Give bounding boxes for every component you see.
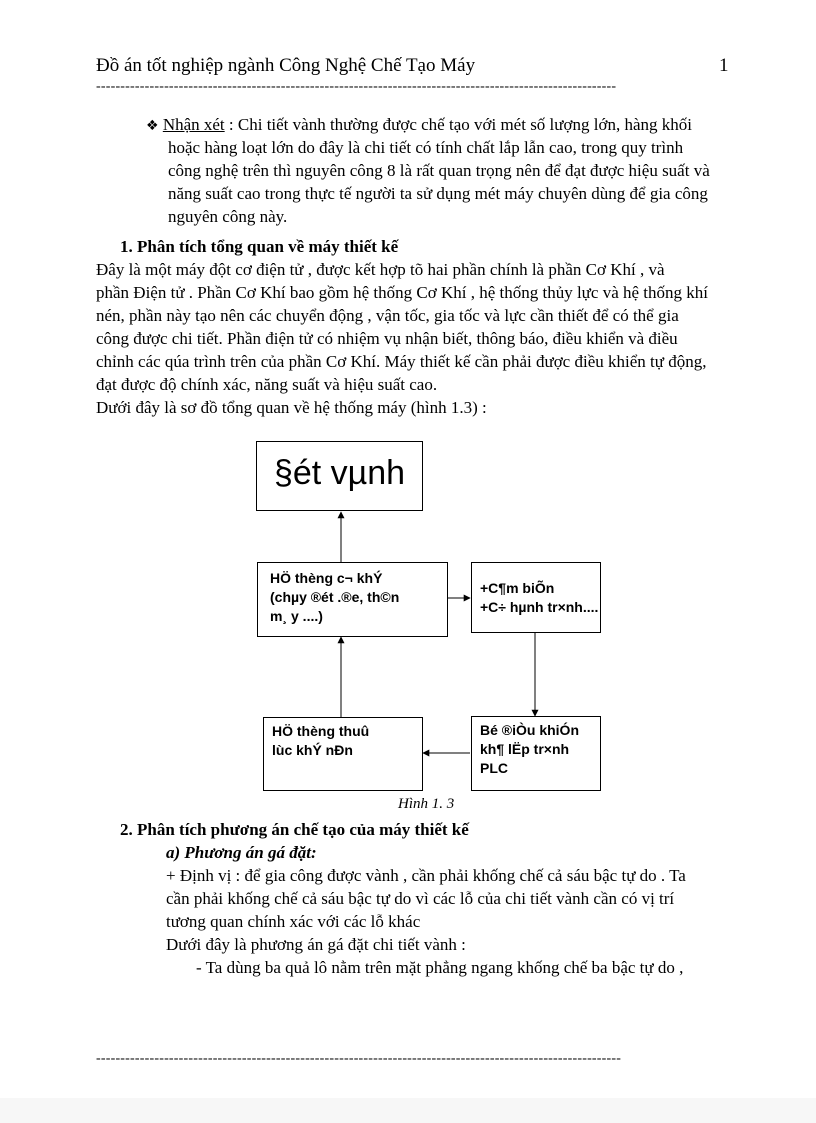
mech-line-1: HÖ thèng c¬ khÝ (270, 570, 383, 586)
header-title: Đồ án tốt nghiệp ngành Công Nghệ Chế Tạo Máy (96, 55, 476, 76)
diagram-sensor-box (471, 562, 601, 633)
section1-line-7: Dưới đây là sơ đồ tổng quan về hệ thống máy (hình 1.3) : (96, 398, 487, 417)
section1-line-2: phần Điện tử . Phần Cơ Khí bao gồm hệ thống Cơ Khí , hệ thống thủy lực và hệ thống khí (96, 283, 708, 302)
section2-heading: 2. Phân tích phương án chế tạo của máy thiết kế (120, 820, 469, 839)
diagram-control-box (471, 716, 601, 791)
section1-line-3: nén, phần này tạo nên các chuyển động , vận tốc, gia tốc và lực cần thiết để có thể gia (96, 306, 679, 325)
header-rule: ----------------------------------------------------------------------------------------------------------- (96, 79, 617, 94)
remark-line-3: công nghệ trên thì nguyên công 8 là rất quan trọng nên để đạt được hiệu suất và (168, 161, 710, 180)
control-line-2: kh¶ lËp tr×nh (480, 741, 570, 757)
remark-line-4: năng suất cao trong thực tế người ta sử dụng mét máy chuyên dùng để gia công (168, 184, 708, 203)
section2-line-3: tương quan chính xác với các lỗ khác (166, 912, 421, 931)
bullet-icon: ❖ (146, 118, 159, 134)
remark-text: : Chi tiết vành thường được chế tạo với mét số lượng lớn, hàng khối (224, 115, 692, 134)
hydraulic-line-1: HÖ thèng thuû (272, 723, 370, 739)
section1-line-4: công được chi tiết. Phần điện tử có nhiệm vụ nhận biết, thông báo, điều khiển và điều (96, 329, 678, 348)
section1-line-5: chỉnh các qúa trình trên của phần Cơ Khí. Máy thiết kế cần phải được điều khiển tự động, (96, 352, 707, 371)
remark-line-5: nguyên công này. (168, 207, 288, 226)
section1-heading: 1. Phân tích tổng quan về máy thiết kế (120, 237, 399, 256)
hydraulic-line-2: lùc khÝ nÐn (272, 742, 353, 758)
figure-caption: Hình 1. 3 (398, 796, 455, 812)
diagram-top-label: §ét vµnh (273, 454, 406, 492)
section1-line-6: đạt được độ chính xác, năng suất và hiệu suất cao. (96, 375, 438, 394)
control-line-1: Bé ®iÒu khiÓn (480, 722, 579, 738)
diagram-mech-box (257, 562, 448, 637)
mech-line-2: (chµy ®ét .®e, th©n (270, 589, 400, 605)
section2-line-1: + Định vị : để gia công được vành , cần phải khống chế cả sáu bậc tự do . Ta (166, 866, 686, 885)
page-bottom-band (0, 1098, 816, 1123)
control-line-3: PLC (480, 760, 508, 776)
page-number: 1 (719, 55, 729, 76)
sensor-line-1: +C¶m biÕn (480, 580, 555, 596)
diagram-hydraulic-box (263, 717, 423, 791)
section2-subheading: a) Phương án gá đặt: (166, 843, 317, 862)
mech-line-3: m¸ y ....) (270, 608, 323, 624)
section1-line-1: Đây là một máy đột cơ điện tử , được kết hợp tõ hai phần chính là phần Cơ Khí , và (96, 260, 665, 279)
sensor-line-2: +C÷ hµnh tr×nh.... (480, 599, 599, 615)
section2-line-5: - Ta dùng ba quả lô nằm trên mặt phẳng ngang khống chế ba bậc tự do , (196, 958, 684, 977)
remark-label: Nhận xét (162, 115, 225, 134)
footer-rule: ------------------------------------------------------------------------------------------------------------ (96, 1051, 622, 1066)
diagram-top-box (256, 441, 423, 511)
section2-line-4: Dưới đây là phương án gá đặt chi tiết vành : (166, 935, 466, 954)
remark-line-2: hoặc hàng loạt lớn do đây là chi tiết có tính chất lắp lẫn cao, trong quy trình (168, 138, 684, 157)
section2-line-2: cần phải khống chế cả sáu bậc tự do vì các lỗ của chi tiết vành cần có vị trí (166, 889, 675, 908)
